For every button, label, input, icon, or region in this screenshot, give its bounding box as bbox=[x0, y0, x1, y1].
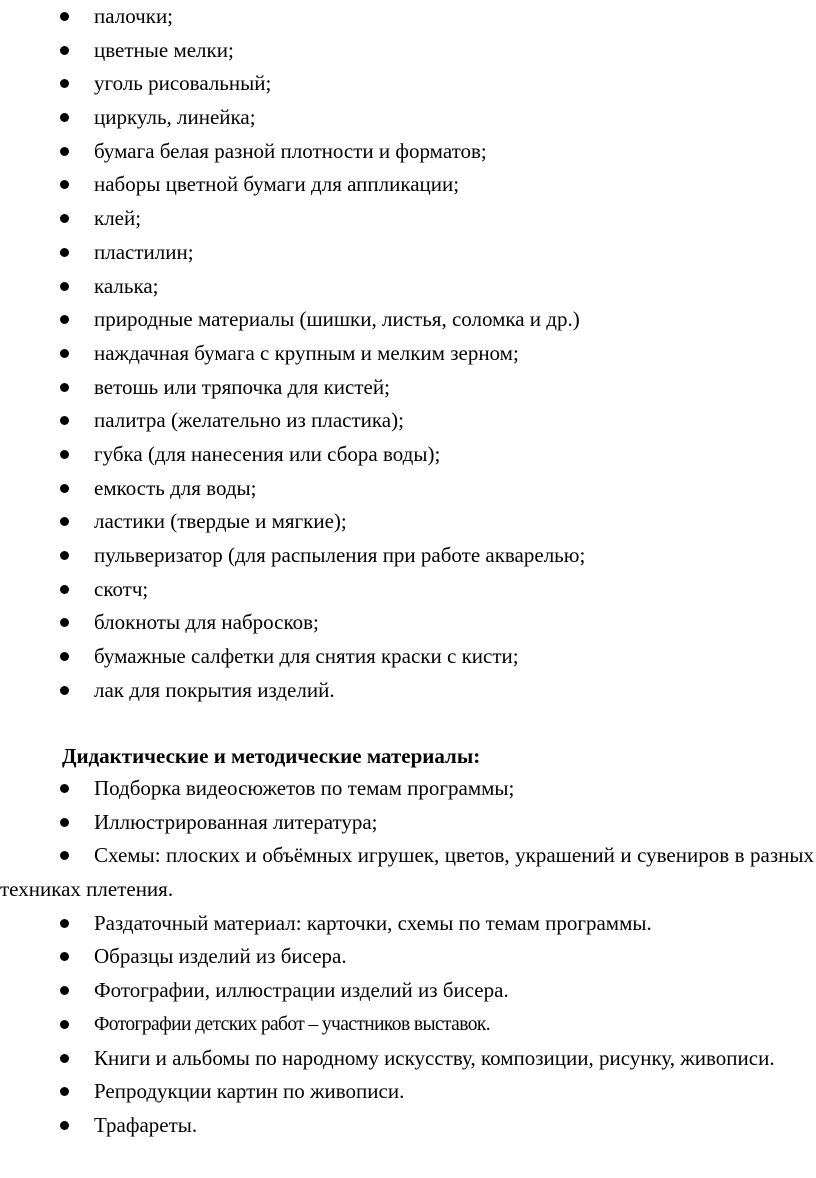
bullet-icon bbox=[60, 248, 69, 257]
bullet-icon bbox=[60, 585, 69, 594]
section-heading: Дидактические и методические материалы: bbox=[62, 744, 481, 768]
bullet-icon bbox=[60, 551, 69, 560]
list-item: Подборка видеосюжетов по темам программы; bbox=[0, 772, 816, 806]
bullet-icon bbox=[60, 686, 69, 695]
list-item: лак для покрытия изделий. bbox=[0, 674, 816, 708]
bullet-icon bbox=[60, 147, 69, 156]
bullet-icon bbox=[60, 784, 69, 793]
bullet-icon bbox=[60, 986, 69, 995]
list-item: емкость для воды; bbox=[0, 472, 816, 506]
list-item: наждачная бумага с крупным и мелким зерном; bbox=[0, 337, 816, 371]
bullet-icon bbox=[60, 383, 69, 392]
list-item: наборы цветной бумаги для аппликации; bbox=[0, 168, 816, 202]
bullet-icon bbox=[60, 952, 69, 961]
list-item: калька; bbox=[0, 270, 816, 304]
list-item: цветные мелки; bbox=[0, 34, 816, 68]
bullet-icon bbox=[60, 282, 69, 291]
list-item: скотч; bbox=[0, 573, 816, 607]
list-item: Раздаточный материал: карточки, схемы по темам программы. bbox=[0, 907, 816, 941]
list-item: Образцы изделий из бисера. bbox=[0, 940, 816, 974]
didactic-materials-list bbox=[0, 772, 816, 1143]
list-item: ластики (твердые и мягкие); bbox=[0, 505, 816, 539]
bullet-icon bbox=[60, 618, 69, 627]
list-item: Трафареты. bbox=[0, 1109, 816, 1143]
bullet-icon bbox=[60, 818, 69, 827]
bullet-icon bbox=[60, 315, 69, 324]
list-item: Иллюстрированная литература; bbox=[0, 806, 816, 840]
list-item: Фотографии, иллюстрации изделий из бисера. bbox=[0, 974, 816, 1008]
list-item: губка (для нанесения или сбора воды); bbox=[0, 438, 816, 472]
list-item: клей; bbox=[0, 202, 816, 236]
list-item: пластилин; bbox=[0, 236, 816, 270]
list-item: палитра (желательно из пластика); bbox=[0, 404, 816, 438]
list-item: уголь рисовальный; bbox=[0, 67, 816, 101]
list-item: бумажные салфетки для снятия краски с кисти; bbox=[0, 640, 816, 674]
bullet-icon bbox=[60, 416, 69, 425]
bullet-icon bbox=[60, 919, 69, 928]
bullet-icon bbox=[60, 349, 69, 358]
bullet-icon bbox=[60, 113, 69, 122]
list-item: блокноты для набросков; bbox=[0, 606, 816, 640]
bullet-icon bbox=[60, 1020, 69, 1029]
list-item: природные материалы (шишки, листья, соломка и др.) bbox=[0, 303, 816, 337]
bullet-icon bbox=[60, 12, 69, 21]
bullet-icon bbox=[60, 652, 69, 661]
bullet-icon bbox=[60, 851, 69, 860]
bullet-icon bbox=[60, 450, 69, 459]
list-item: бумага белая разной плотности и форматов; bbox=[0, 135, 816, 169]
bullet-icon bbox=[60, 214, 69, 223]
list-item: Схемы: плоских и объёмных игрушек, цветов, украшений и сувениров в разных техниках плетения. bbox=[0, 843, 814, 902]
bullet-icon bbox=[60, 79, 69, 88]
list-item: палочки; bbox=[0, 0, 816, 34]
list-item: циркуль, линейка; bbox=[0, 101, 816, 135]
bullet-icon bbox=[60, 1087, 69, 1096]
list-item: Книги и альбомы по народному искусству, композиции, рисунку, живописи. bbox=[0, 1042, 816, 1076]
bullet-icon bbox=[60, 1121, 69, 1130]
list-item: ветошь или тряпочка для кистей; bbox=[0, 371, 816, 405]
list-item: Фотографии детских работ – участников выставок. bbox=[0, 1008, 816, 1042]
bullet-icon bbox=[60, 180, 69, 189]
bullet-icon bbox=[60, 46, 69, 55]
bullet-icon bbox=[60, 1054, 69, 1063]
bullet-icon bbox=[60, 517, 69, 526]
bullet-icon bbox=[60, 484, 69, 493]
list-item: пульверизатор (для распыления при работе акварелью; bbox=[0, 539, 816, 573]
list-item: Репродукции картин по живописи. bbox=[0, 1075, 816, 1109]
